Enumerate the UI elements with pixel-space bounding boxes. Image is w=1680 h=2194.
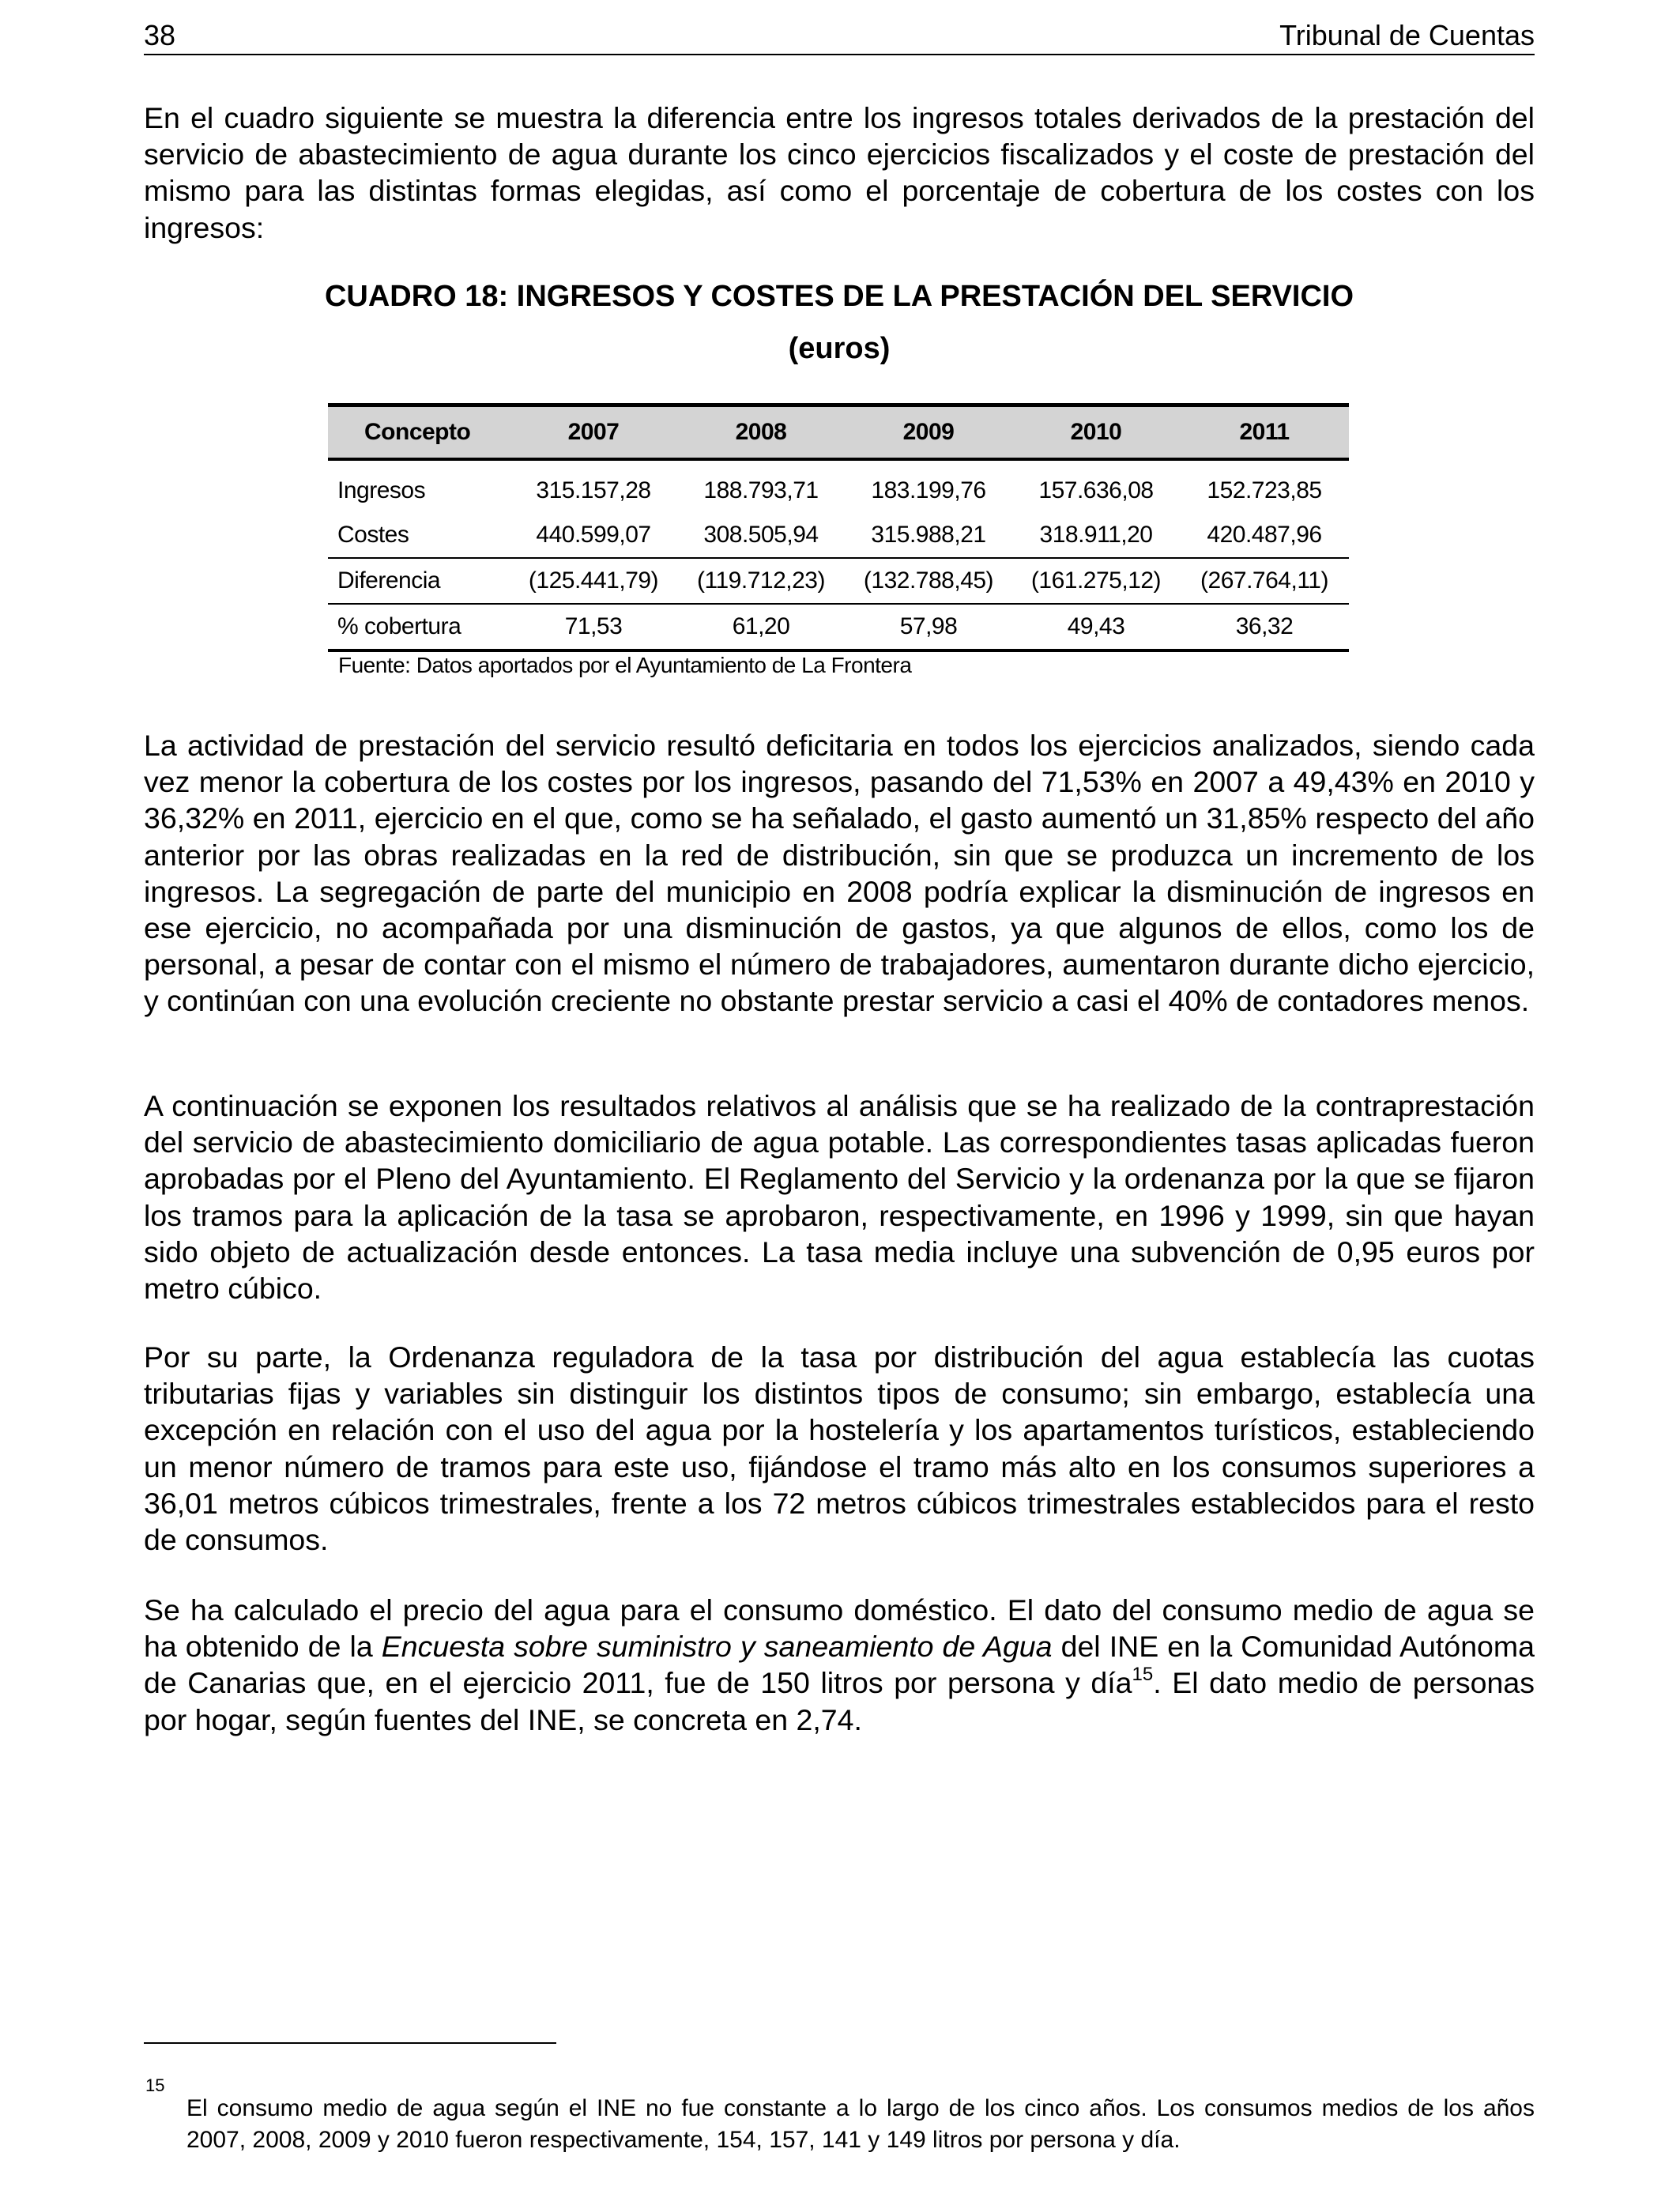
table-cell: 157.636,08 xyxy=(1038,477,1154,503)
table-row-costes xyxy=(328,513,1349,558)
table-cell: 152.723,85 xyxy=(1207,477,1322,503)
table-cell: (132.788,45) xyxy=(845,558,1012,604)
table-cell: 420.487,96 xyxy=(1207,522,1322,548)
column-header-2011: 2011 xyxy=(1180,405,1349,460)
consumption-text-2: del INE en la Comunidad Autónoma de Canarias que, en el ejercicio 2011, fue de 150 litros por persona y día xyxy=(144,1630,1535,1700)
table-cell: 61,20 xyxy=(677,604,845,650)
table-cell: (125.441,79) xyxy=(510,558,677,604)
table-row-diferencia xyxy=(328,558,1349,604)
header-organization: Tribunal de Cuentas xyxy=(1279,19,1535,51)
analysis-paragraph: La actividad de prestación del servicio resultó deficitaria en todos los ejercicios analizados, siendo cada vez menor la cobertura de los costes por los ingresos, pasando del 71,53% en 2007 a 49,43% en 2010 y 36,32% en 2011, ejercicio en el que, como se ha señalado, el gasto aumentó un 31,85% respecto del año anterior por las obras realizadas en la red de distribución, sin que se produzca un incremento de los ingresos. La segregación de parte del municipio en 2008 podría explicar la disminución de ingresos en ese ejercicio, no acompañada por una disminución de gastos, ya que algunos de ellos, como los de personal, a pesar de contar con el mismo el número de trabajadores, aumentaron durante dicho ejercicio, y continúan con una evolución creciente no obstante prestar servicio a casi el 40% de contadores menos. xyxy=(144,729,1535,1018)
table-cell: (119.712,23) xyxy=(677,558,845,604)
table-cell: 183.199,76 xyxy=(871,477,986,503)
table-source: Fuente: Datos aportados por el Ayuntamiento de La Frontera xyxy=(338,653,912,677)
row-label: Costes xyxy=(337,522,409,548)
table-cell: 318.911,20 xyxy=(1039,522,1153,548)
row-label: Ingresos xyxy=(337,477,426,503)
row-label: % cobertura xyxy=(328,604,510,650)
table-cell: 308.505,94 xyxy=(703,522,819,548)
footnote-number: 15 xyxy=(145,2075,165,2095)
row-label: Diferencia xyxy=(328,558,510,604)
table-row-ingresos xyxy=(328,459,1349,513)
page-header xyxy=(144,14,1535,55)
column-header-2008: 2008 xyxy=(677,405,845,460)
table-cell: 36,32 xyxy=(1180,604,1349,650)
income-costs-table xyxy=(328,403,1349,652)
table-cell: 188.793,71 xyxy=(703,477,819,503)
table-unit: (euros) xyxy=(788,332,891,365)
table-cell: 440.599,07 xyxy=(536,522,651,548)
column-header-2010: 2010 xyxy=(1012,405,1180,460)
table-cell: 315.988,21 xyxy=(871,522,986,548)
column-header-2009: 2009 xyxy=(845,405,1012,460)
footnote-reference[interactable]: 15 xyxy=(1132,1664,1154,1686)
footnote-text: El consumo medio de agua según el INE no fue constante a lo largo de los cinco años. Los consumos medios de los años 2007, 2008, 2009 y 2010 fueron respectivamente, 154, 157, 141 y 149 litros por persona y día. xyxy=(186,2095,1535,2153)
table-cell: 57,98 xyxy=(845,604,1012,650)
ordinance-paragraph: Por su parte, la Ordenanza reguladora de la tasa por distribución del agua establecía las cuotas tributarias fijas y variables sin distinguir los distintos tipos de consumo; sin embargo, establecía una excepción en relación con el uso del agua por la hostelería y los apartamentos turísticos, estableciendo un menor número de tramos para este uso, fijándose el tramo más alto en los consumos superiores a 36,01 metros cúbicos trimestrales, frente a los 72 metros cúbicos trimestrales establecidos para el resto de consumos. xyxy=(144,1340,1535,1557)
table-row-cobertura xyxy=(328,604,1349,650)
table-header-row xyxy=(328,405,1349,460)
column-header-concepto: Concepto xyxy=(328,405,510,460)
table-cell: (161.275,12) xyxy=(1012,558,1180,604)
page-number: 38 xyxy=(144,19,176,51)
footnote-separator xyxy=(144,2042,556,2044)
consumption-paragraph xyxy=(144,1592,1535,1738)
table-title: CUADRO 18: INGRESOS Y COSTES DE LA PRESTACIÓN DEL SERVICIO xyxy=(324,280,1354,313)
table-cell: 71,53 xyxy=(510,604,677,650)
fees-paragraph: A continuación se exponen los resultados relativos al análisis que se ha realizado de la contraprestación del servicio de abastecimiento domiciliario de agua potable. Las correspondientes tasas aplicadas fueron aprobadas por el Pleno del Ayuntamiento. El Reglamento del Servicio y la ordenanza por la que se fijaron los tramos para la aplicación de la tasa se aprobaron, respectivamente, en 1996 y 1999, sin que hayan sido objeto de actualización desde entonces. La tasa media incluye una subvención de 0,95 euros por metro cúbico. xyxy=(144,1089,1535,1306)
table-cell: (267.764,11) xyxy=(1180,558,1349,604)
intro-paragraph: En el cuadro siguiente se muestra la diferencia entre los ingresos totales derivados de la prestación del servicio de abastecimiento de agua durante los cinco ejercicios fiscalizados y el coste de prestación del mismo para las distintas formas elegidas, así como el porcentaje de cobertura de los costes con los ingresos: xyxy=(144,101,1535,244)
consumption-text-1: Se ha calculado el precio del agua para el consumo doméstico. El dato del consumo medio de agua se ha obtenido de la xyxy=(144,1593,1535,1664)
survey-title: Encuesta sobre suministro y saneamiento de Agua xyxy=(381,1630,1053,1664)
consumption-text-3: . El dato medio de personas por hogar, según fuentes del INE, se concreta en 2,74. xyxy=(144,1666,1535,1736)
column-header-2007: 2007 xyxy=(510,405,677,460)
table-cell: 49,43 xyxy=(1012,604,1180,650)
table-cell: 315.157,28 xyxy=(536,477,651,503)
